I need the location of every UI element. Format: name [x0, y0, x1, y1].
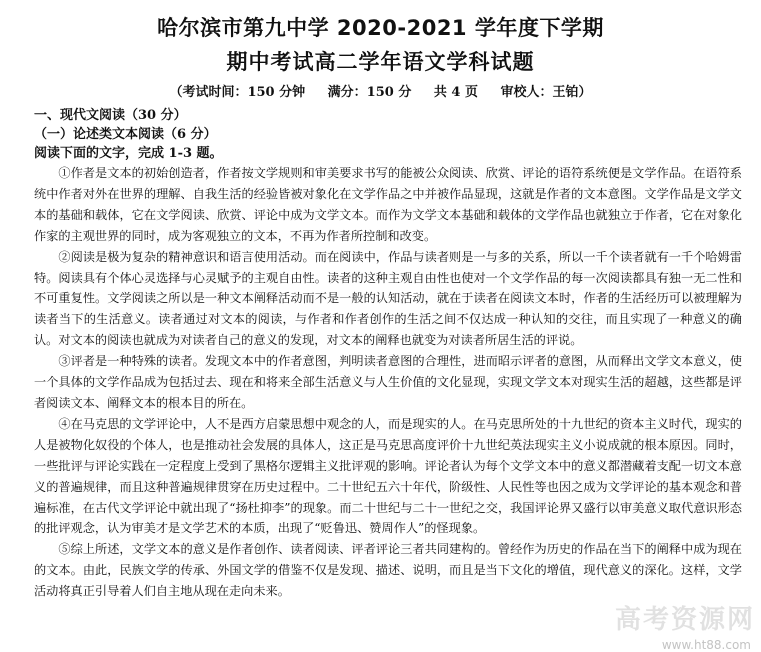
section-heading-sub1: （一）论述类文本阅读（6 分） — [34, 127, 217, 142]
reading-passage — [34, 163, 742, 602]
full-score: 满分：150 分 — [327, 85, 412, 100]
section-heading-part1: 一、现代文阅读（30 分） — [34, 108, 187, 123]
reviewer: 审校人：王铂） — [500, 85, 592, 100]
paragraph-3: ③评者是一种特殊的读者。发现文本中的作者意图，判明读者意图的合理性，进而昭示评者的意图，从而释出文学文本意义，使一个具体的文学作品成为包括过去、现在和将来全部生活意义与人生价值的文化显现，实现文学文本对现实生活的超越，这些都是评者阅读文本、阐释文本的根本目的所在。 — [34, 354, 742, 410]
watermark-url: www.ht88.com — [661, 638, 751, 652]
watermark-logo: 高考资源网 — [614, 605, 755, 635]
paragraph-2: ②阅读是极为复杂的精神意识和语言使用活动。而在阅读中，作品与读者则是一与多的关系，所以一千个读者就有一千个哈姆雷特。阅读具有个体心灵选择与心灵赋予的主观自由性。读者的这种主观自由性也使对一个文学作品的每一次阅读都具有独一无二性和不可重复性。文学阅读之所以是一种文本阐释活动而不是一般的认知活动，就在于读者在阅读文本时，作者的生活经历可以被理解为读者当下的生活意义。读者通过对文本的阅读，与作者和作者创作的生活之间不仅达成一种认知的交往，而且实现了一种意义的确认。对文本的阅读也就成为对读者自己的意义的发现，对文本的阐释也就变为对读者所居生活的评说。 — [34, 249, 742, 348]
paragraph-1: ①作者是文本的初始创造者，作者按文学规则和审美要求书写的能被公众阅读、欣赏、评论的语符系统便是文学作品。在语符系统中作者对外在世界的理解、自我生活的经验皆被对象化在文学作品之中并被作品显现，这就是作者的文本意图。文学作品是文学文本的基础和载体，它在文学阅读、欣赏、评论中成为文学文本。而作为文学文本基础和载体的文学作品也就独立于作者，它在对象化作家的主观世界的同时，成为客观独立的文本，不再为作者所控制和改变。 — [34, 166, 742, 243]
paragraph-4: ④在马克思的文学评论中，人不是西方启蒙思想中观念的人，而是现实的人。在马克思所处的十九世纪的资本主义时代，现实的人是被物化奴役的个体人，也是推动社会发展的具体人，这正是马克思高度评价十九世纪英法现实主义小说成就的根本原因。同时，一些批评与评论实践在一定程度上受到了黑格尔逻辑主义批评观的影响。评论者认为每个文学文本中的意义都潜藏着支配一切文本意义的普遍规律，而且这种普遍规律贯穿在历史过程中。二十世纪五六十年代，阶级性、人民性等也因之成为文学评论的基本观念和普遍标准，在古代文学评论中就出现了“扬杜抑李”的现象。而二十世纪与二十一世纪之交，我国评论界又盛行以审美意义取代意识形态的批评观念，认为审美才是文学艺术的本质，出现了“贬鲁迅、赞周作人”的怪现象。 — [34, 416, 742, 536]
paragraph-5: ⑤综上所述，文学文本的意义是作者创作、读者阅读、评者评论三者共同建构的。曾经作为历史的作品在当下的阐释中成为现在的文本。由此，民族文学的传承、外国文学的借鉴不仅是发现、描述、说明，而且是当下文化的增值，现代意义的深化。这样，文学活动将真正引导着人们自主地从现在走向未来。 — [34, 542, 742, 599]
exam-title-line2: 期中考试高二学年语文学科试题 — [226, 50, 535, 74]
exam-info-line — [0, 84, 761, 102]
exam-title-line1: 哈尔滨市第九中学 2020-2021 学年度下学期 — [157, 16, 604, 40]
page-count: 共 4 页 — [433, 85, 478, 100]
exam-time: （考试时间：150 分钟 — [169, 85, 306, 100]
reading-instruction: 阅读下面的文字，完成 1-3 题。 — [34, 146, 223, 161]
